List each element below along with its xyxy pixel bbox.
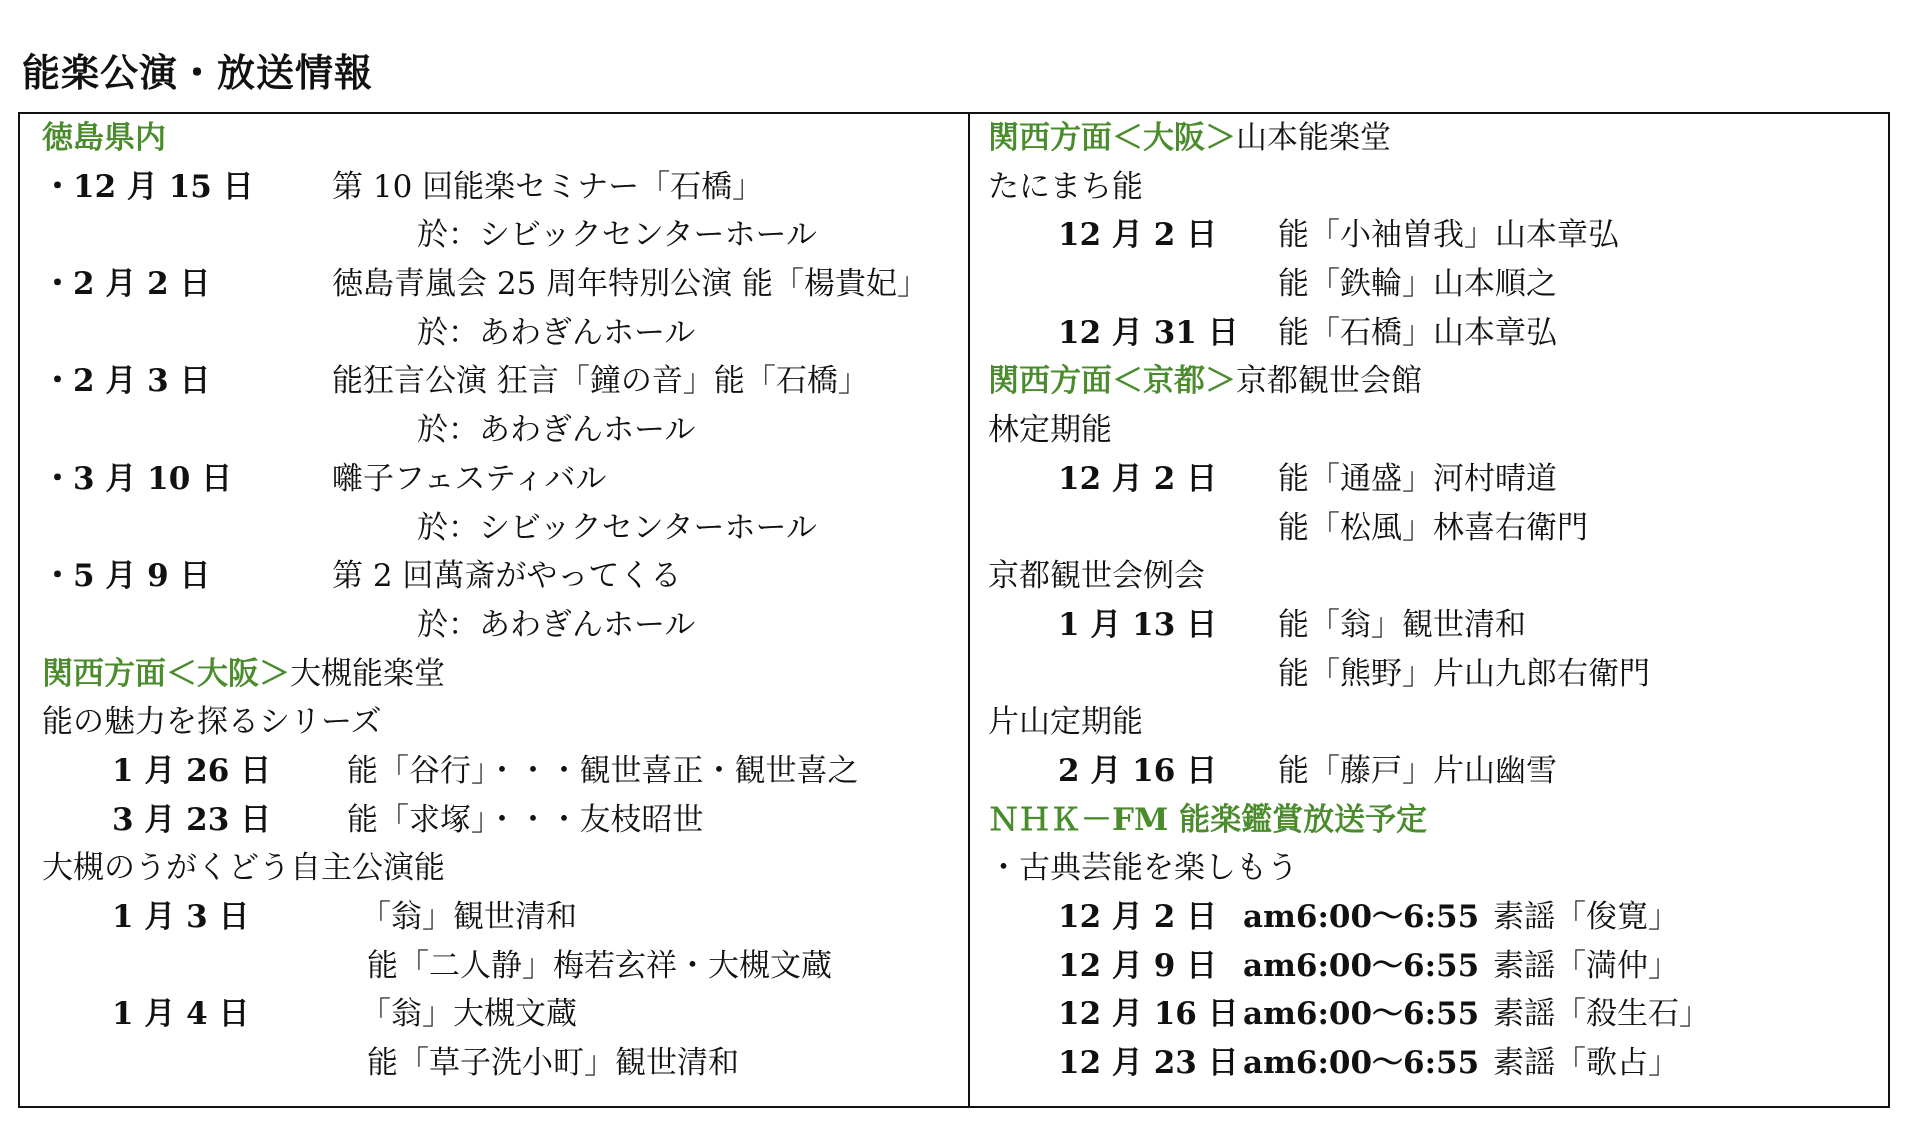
broadcast-row xyxy=(988,990,1888,1039)
section-heading xyxy=(988,357,1888,406)
event-venue-row xyxy=(42,406,962,455)
series-title-row xyxy=(42,698,962,747)
event-desc: 能「小袖曽我」山本章弘 xyxy=(1278,217,1619,254)
heading-kansai-kyoto: 関西方面＜京都＞ xyxy=(988,363,1236,400)
event-venue-row xyxy=(42,601,962,650)
broadcast-date: 12 月 23 日 xyxy=(1058,1045,1239,1082)
event-date: 3 月 23 日 xyxy=(112,801,272,838)
section-heading xyxy=(988,114,1888,163)
event-row xyxy=(988,309,1888,358)
event-detail-row xyxy=(988,650,1888,699)
event-date: ・5 月 9 日 xyxy=(42,558,211,595)
series-title-row xyxy=(988,406,1888,455)
event-desc: 徳島青嵐会 25 周年特別公演 能「楊貴妃」 xyxy=(332,266,929,303)
event-detail-row xyxy=(988,260,1888,309)
event-desc: 能「藤戸」片山幽雪 xyxy=(1278,752,1557,789)
event-venue-row xyxy=(42,211,962,260)
heading-nhk-fm: ＮＨＫ－FM 能楽鑑賞放送予定 xyxy=(988,801,1428,838)
left-column xyxy=(42,114,962,1088)
event-detail-row xyxy=(42,1039,962,1088)
event-date: 1 月 4 日 xyxy=(112,996,250,1033)
event-row xyxy=(42,893,962,942)
event-row xyxy=(988,747,1888,796)
event-venue-row xyxy=(42,504,962,553)
event-date: ・2 月 2 日 xyxy=(42,266,211,303)
event-venue: 於：あわぎんホール xyxy=(417,314,696,351)
event-venue: 於：シビックセンターホール xyxy=(417,217,817,254)
series-title: 片山定期能 xyxy=(988,704,1143,741)
venue-name: 京都観世会館 xyxy=(1236,363,1422,400)
event-desc: 能「松風」林喜右衛門 xyxy=(1278,509,1588,546)
broadcast-program: 素謡「殺生石」 xyxy=(1493,996,1710,1033)
broadcast-time: am6:00～6:55 xyxy=(1243,1045,1480,1082)
series-title: たにまち能 xyxy=(988,168,1143,205)
broadcast-time: am6:00～6:55 xyxy=(1243,947,1480,984)
broadcast-row xyxy=(988,942,1888,991)
broadcast-row xyxy=(988,893,1888,942)
event-row xyxy=(42,163,962,212)
series-title-row xyxy=(988,552,1888,601)
heading-kansai-osaka: 関西方面＜大阪＞ xyxy=(42,655,290,692)
event-date: 12 月 31 日 xyxy=(1058,314,1239,351)
event-venue: 於：あわぎんホール xyxy=(417,606,696,643)
section-heading xyxy=(42,114,962,163)
series-title-row xyxy=(988,844,1888,893)
event-date: 1 月 3 日 xyxy=(112,899,250,935)
venue-name: 大槻能楽堂 xyxy=(290,655,445,692)
series-title: 大槻のうがくどう自主公演能 xyxy=(42,850,445,887)
event-row xyxy=(42,990,962,1039)
event-row xyxy=(42,357,962,406)
event-desc: 能「谷行」・・・観世喜正・観世喜之 xyxy=(347,752,859,789)
broadcast-date: 12 月 2 日 xyxy=(1058,899,1218,935)
broadcast-program: 素謡「歌占」 xyxy=(1493,1045,1679,1082)
event-row xyxy=(988,601,1888,650)
event-desc: 能「求塚」・・・友枝昭世 xyxy=(347,801,704,838)
event-desc: 能「通盛」河村晴道 xyxy=(1278,460,1557,497)
event-desc: 「翁」観世清和 xyxy=(360,899,577,935)
series-title-row xyxy=(42,844,962,893)
event-row xyxy=(988,211,1888,260)
event-desc: 「翁」大槻文蔵 xyxy=(360,996,577,1033)
series-title-row xyxy=(988,163,1888,212)
event-date: 12 月 2 日 xyxy=(1058,460,1218,497)
event-desc: 能「石橋」山本章弘 xyxy=(1278,314,1557,351)
event-desc: 能「草子洗小町」観世清和 xyxy=(367,1045,739,1082)
event-date: 1 月 26 日 xyxy=(112,752,272,789)
event-date: ・3 月 10 日 xyxy=(42,460,233,497)
venue-name: 山本能楽堂 xyxy=(1236,120,1391,156)
event-venue-row xyxy=(42,309,962,358)
event-row xyxy=(42,747,962,796)
event-desc: 第 10 回能楽セミナー「石橋」 xyxy=(332,168,764,205)
event-date: ・12 月 15 日 xyxy=(42,168,254,205)
event-desc: 能「翁」観世清和 xyxy=(1278,606,1526,643)
section-heading xyxy=(42,650,962,699)
right-column xyxy=(988,114,1888,1088)
schedule-box xyxy=(18,112,1890,1108)
broadcast-time: am6:00～6:55 xyxy=(1243,899,1480,935)
event-row xyxy=(42,552,962,601)
event-row xyxy=(42,796,962,845)
event-detail-row xyxy=(988,504,1888,553)
event-detail-row xyxy=(42,942,962,991)
event-venue: 於：あわぎんホール xyxy=(417,412,696,449)
section-heading xyxy=(988,796,1888,845)
broadcast-date: 12 月 16 日 xyxy=(1058,996,1239,1033)
event-desc: 能狂言公演 狂言「鐘の音」能「石橋」 xyxy=(332,363,869,400)
event-row xyxy=(42,260,962,309)
broadcast-program: 素謡「満仲」 xyxy=(1493,947,1679,984)
heading-kansai-osaka: 関西方面＜大阪＞ xyxy=(988,120,1236,156)
page-title: 能楽公演・放送情報 xyxy=(22,50,374,95)
event-date: 1 月 13 日 xyxy=(1058,606,1218,643)
series-title: 京都観世会例会 xyxy=(988,558,1205,595)
heading-tokushima: 徳島県内 xyxy=(42,120,166,156)
event-row xyxy=(42,455,962,504)
broadcast-program: 素謡「俊寛」 xyxy=(1493,899,1679,935)
event-date: 2 月 16 日 xyxy=(1058,752,1218,789)
series-title: 林定期能 xyxy=(988,412,1112,449)
event-date: 12 月 2 日 xyxy=(1058,217,1218,254)
broadcast-date: 12 月 9 日 xyxy=(1058,947,1218,984)
series-title-row xyxy=(988,698,1888,747)
event-desc: 能「熊野」片山九郎右衛門 xyxy=(1278,655,1650,692)
event-desc: 囃子フェスティバル xyxy=(332,460,607,497)
broadcast-row xyxy=(988,1039,1888,1088)
event-row xyxy=(988,455,1888,504)
event-desc: 能「二人静」梅若玄祥・大槻文蔵 xyxy=(367,947,832,984)
series-title: ・古典芸能を楽しもう xyxy=(988,850,1298,887)
event-venue: 於：シビックセンターホール xyxy=(417,509,817,546)
event-desc: 第 2 回萬斎がやってくる xyxy=(332,558,682,595)
broadcast-time: am6:00～6:55 xyxy=(1243,996,1480,1033)
event-date: ・2 月 3 日 xyxy=(42,363,211,400)
event-desc: 能「鉄輪」山本順之 xyxy=(1278,266,1557,303)
column-divider xyxy=(968,114,970,1106)
series-title: 能の魅力を探るシリーズ xyxy=(42,704,382,741)
